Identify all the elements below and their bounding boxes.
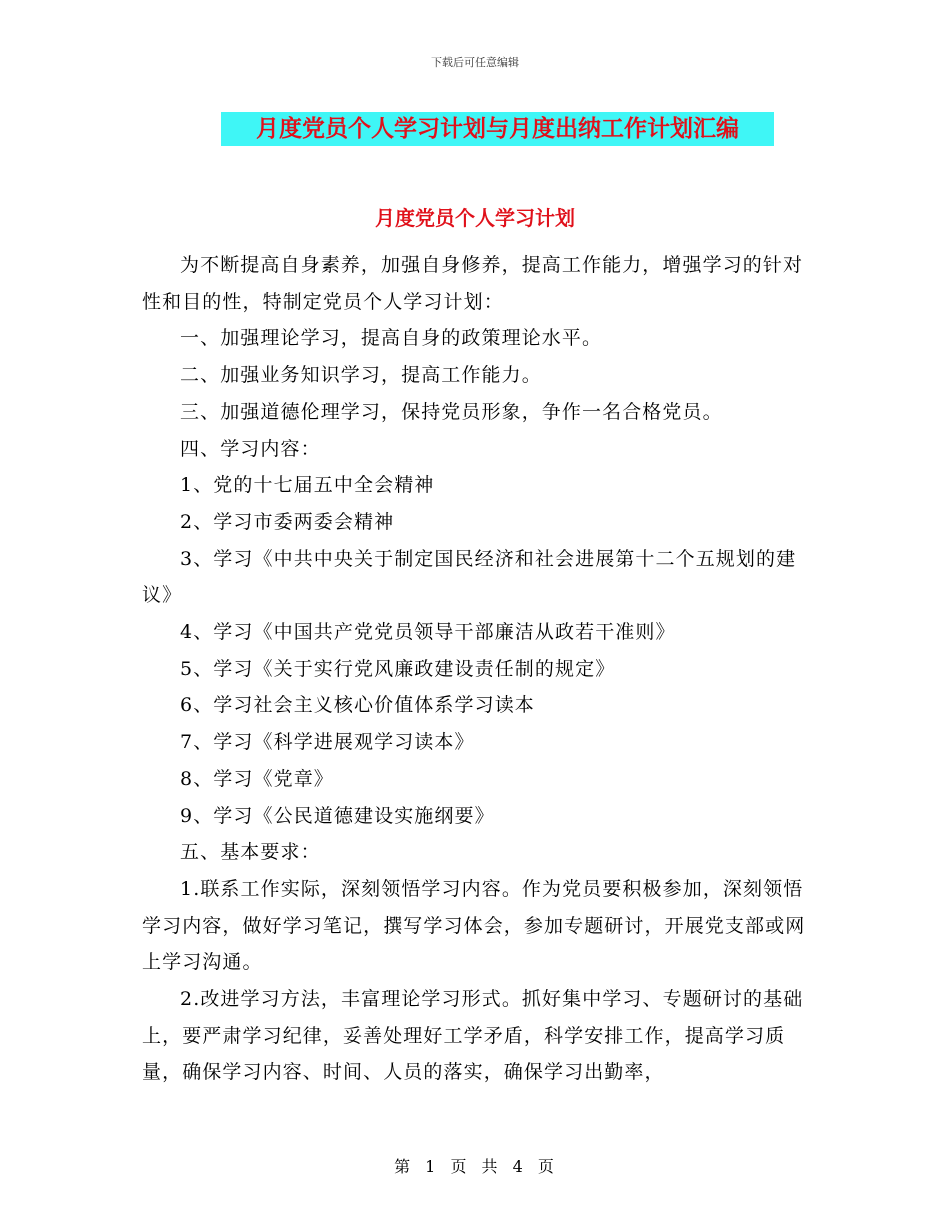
- list-item: 4、学习《中国共产党党员领导干部廉洁从政若干准则》: [180, 621, 676, 644]
- paragraph-item: 二、加强业务知识学习，提高工作能力。: [180, 364, 542, 387]
- paragraph-heading: 五、基本要求：: [180, 841, 321, 864]
- list-item: 3、学习《中共中央关于制定国民经济和社会进展第十二个五规划的建议》: [142, 547, 797, 607]
- page-footer: 第 1 页 共 4 页: [394, 1157, 556, 1176]
- paragraph-heading: 四、学习内容：: [180, 437, 321, 460]
- list-item: 8、学习《党章》: [180, 767, 334, 790]
- list-item: 7、学习《科学进展观学习读本》: [180, 731, 475, 754]
- paragraph-requirement: 2.改进学习方法，丰富理论学习形式。抓好集中学习、专题研讨的基础上，要严肃学习纪律，妥善处理好工学矛盾，科学安排工作，提高学习质量，确保学习内容、时间、人员的落实，确保学习出勤率，: [142, 988, 804, 1084]
- header-note: 下载后可任意编辑: [431, 56, 519, 69]
- list-item: 1、党的十七届五中全会精神: [180, 474, 435, 497]
- section-title: 月度党员个人学习计划: [375, 206, 575, 230]
- paragraph-item: 一、加强理论学习，提高自身的政策理论水平。: [180, 327, 603, 350]
- paragraph-item: 三、加强道德伦理学习，保持党员形象，争作一名合格党员。: [180, 400, 723, 423]
- list-item: 6、学习社会主义核心价值体系学习读本: [180, 694, 535, 717]
- list-item: 2、学习市委两委会精神: [180, 510, 395, 533]
- document-title: 月度党员个人学习计划与月度出纳工作计划汇编: [221, 112, 774, 146]
- paragraph-requirement: 1.联系工作实际，深刻领悟学习内容。作为党员要积极参加，深刻领悟学习内容，做好学习笔记，撰写学习体会，参加专题研讨，开展党支部或网上学习沟通。: [142, 877, 806, 974]
- paragraph-intro: 为不断提高自身素养，加强自身修养，提高工作能力，增强学习的针对性和目的性，特制定党员个人学习计划：: [142, 254, 804, 313]
- list-item: 5、学习《关于实行党风廉政建设责任制的规定》: [180, 657, 616, 680]
- document-body: [142, 247, 808, 1091]
- list-item: 9、学习《公民道德建设实施纲要》: [180, 804, 495, 827]
